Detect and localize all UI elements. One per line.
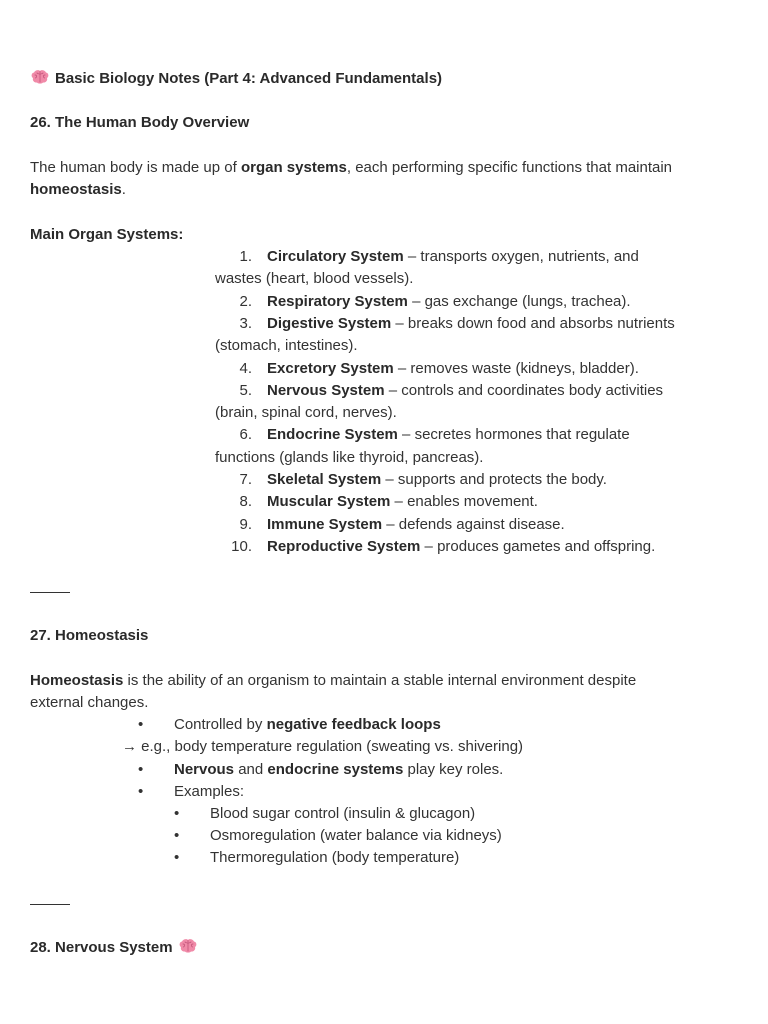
brain-icon [178, 938, 198, 954]
organ-system-description-cont: wastes (heart, blood vessels). [215, 270, 414, 287]
organ-system-item [215, 491, 538, 513]
bullet-key-systems: Nervous and endocrine systems play key roles. [174, 761, 504, 778]
organ-system-description: – enables movement. [390, 493, 538, 510]
list-number: 9. [239, 516, 252, 533]
organ-system-name: Nervous System [267, 382, 385, 399]
organ-system-description: – produces gametes and offspring. [420, 538, 656, 555]
organ-system-description: – defends against disease. [382, 516, 565, 533]
bullet-marker: • [174, 805, 180, 822]
list-number: 4. [239, 360, 252, 377]
list-number: 8. [239, 493, 252, 510]
list-number: 7. [239, 471, 252, 488]
organ-system-item [215, 380, 663, 402]
organ-system-description: – removes waste (kidneys, bladder). [393, 360, 639, 377]
section-28-heading: 28. Nervous System [30, 937, 198, 959]
homeostasis-definition: Homeostasis is the ability of an organism to maintain a stable internal environment despite [30, 672, 637, 689]
organ-system-description: – transports oxygen, nutrients, and [403, 248, 639, 265]
section-26-heading: 26. The Human Body Overview [30, 114, 250, 131]
organ-systems-heading: Main Organ Systems: [30, 226, 184, 243]
organ-system-name: Reproductive System [267, 538, 421, 555]
bullet-feedback-loops: Controlled by negative feedback loops [174, 716, 441, 733]
organ-system-name: Circulatory System [267, 248, 404, 265]
organ-system-name: Endocrine System [267, 426, 398, 443]
organ-system-description-cont: (stomach, intestines). [215, 337, 358, 354]
bullet-marker: • [174, 849, 180, 866]
organ-system-description: – gas exchange (lungs, trachea). [407, 293, 631, 310]
list-number: 10. [231, 538, 252, 555]
organ-system-name: Digestive System [267, 315, 392, 332]
organ-system-item [215, 424, 630, 446]
example-item: Thermoregulation (body temperature) [210, 849, 460, 866]
bullet-marker: • [138, 783, 144, 800]
brain-icon [30, 69, 50, 85]
bullet-marker: • [174, 827, 180, 844]
organ-system-item [215, 536, 655, 558]
organ-system-item [215, 291, 631, 313]
list-number: 5. [239, 382, 252, 399]
organ-system-description: – breaks down food and absorbs nutrients [391, 315, 675, 332]
organ-system-name: Respiratory System [267, 293, 408, 310]
organ-system-description: – controls and coordinates body activities [384, 382, 664, 399]
section-27-heading: 27. Homeostasis [30, 627, 149, 644]
bullet-marker: • [138, 761, 144, 778]
organ-system-name: Muscular System [267, 493, 391, 510]
bullet-marker: • [138, 716, 144, 733]
document-title: Basic Biology Notes (Part 4: Advanced Fundamentals) [30, 68, 442, 90]
list-number: 3. [239, 315, 252, 332]
organ-system-description: – supports and protects the body. [381, 471, 607, 488]
section-26-intro: The human body is made up of organ systems, each performing specific functions that maintain [30, 159, 673, 176]
organ-system-name: Excretory System [267, 360, 394, 377]
bullet-examples: Examples: [174, 783, 245, 800]
example-item: Blood sugar control (insulin & glucagon) [210, 805, 476, 822]
organ-system-item [215, 514, 565, 536]
bullet-feedback-example: → e.g., body temperature regulation (sweating vs. shivering) [122, 738, 524, 755]
organ-system-description-cont: functions (glands like thyroid, pancreas). [215, 449, 484, 466]
organ-system-description: – secretes hormones that regulate [397, 426, 630, 443]
homeostasis-definition-cont: external changes. [30, 694, 149, 711]
example-item: Osmoregulation (water balance via kidneys) [210, 827, 502, 844]
divider [30, 904, 70, 905]
organ-system-description-cont: (brain, spinal cord, nerves). [215, 404, 397, 421]
organ-system-name: Immune System [267, 516, 383, 533]
organ-system-item [215, 469, 607, 491]
organ-system-item [215, 246, 639, 268]
organ-system-name: Skeletal System [267, 471, 382, 488]
list-number: 2. [239, 293, 252, 310]
organ-system-item [215, 313, 675, 335]
list-number: 6. [239, 426, 252, 443]
organ-system-item [215, 358, 639, 380]
section-26-intro-cont: homeostasis. [30, 181, 126, 198]
list-number: 1. [239, 248, 252, 265]
divider [30, 592, 70, 593]
